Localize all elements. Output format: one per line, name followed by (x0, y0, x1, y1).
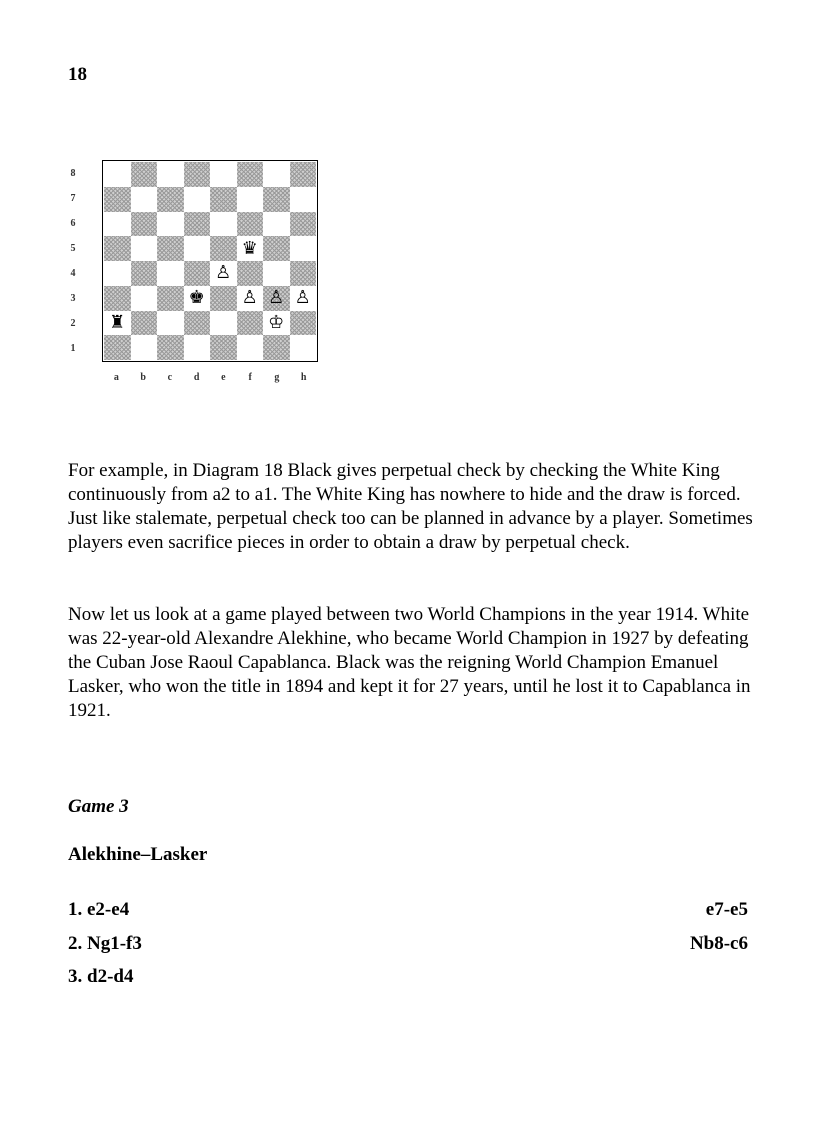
square-d6 (184, 212, 211, 237)
square-c7 (157, 187, 184, 212)
square-e7 (210, 187, 237, 212)
square-f3 (237, 286, 264, 311)
file-label: b (140, 372, 146, 383)
square-a4 (104, 261, 131, 286)
piece-h3: ♙ (294, 287, 311, 309)
square-d4 (184, 261, 211, 286)
rank-label: 3 (70, 293, 76, 304)
rank-label: 7 (70, 193, 76, 204)
square-c4 (157, 261, 184, 286)
square-f7 (237, 187, 264, 212)
square-h6 (290, 212, 317, 237)
square-b1 (131, 335, 158, 360)
piece-g3: ♙ (268, 287, 285, 309)
square-d8 (184, 162, 211, 187)
square-f4 (237, 261, 264, 286)
square-b5 (131, 236, 158, 261)
file-label: e (221, 372, 226, 383)
rank-labels (68, 161, 78, 361)
square-c2 (157, 311, 184, 336)
square-a3 (104, 286, 131, 311)
file-label: c (167, 372, 173, 383)
black-move: Nb8-c6 (689, 933, 748, 954)
square-g8 (263, 162, 290, 187)
square-h3 (290, 286, 317, 311)
rank-label: 1 (70, 343, 76, 354)
square-a5 (104, 236, 131, 261)
square-h2 (290, 311, 317, 336)
square-d3 (184, 286, 211, 311)
square-e1 (210, 335, 237, 360)
square-b8 (131, 162, 158, 187)
square-g5 (263, 236, 290, 261)
chess-diagram (68, 160, 328, 392)
square-b6 (131, 212, 158, 237)
square-d7 (184, 187, 211, 212)
square-f6 (237, 212, 264, 237)
square-h8 (290, 162, 317, 187)
file-label: d (193, 372, 200, 383)
square-e5 (210, 236, 237, 261)
square-c5 (157, 236, 184, 261)
rank-label: 4 (70, 268, 76, 279)
square-c6 (157, 212, 184, 237)
file-labels (103, 372, 317, 383)
piece-d3: ♚ (188, 287, 205, 309)
file-label: f (248, 372, 252, 383)
square-b3 (131, 286, 158, 311)
page-number: 18 (68, 64, 87, 85)
square-g4 (263, 261, 290, 286)
move-row (68, 933, 748, 955)
square-d2 (184, 311, 211, 336)
square-c8 (157, 162, 184, 187)
piece-g2: ♔ (268, 311, 285, 333)
square-e2 (210, 311, 237, 336)
square-d5 (184, 236, 211, 261)
square-g7 (263, 187, 290, 212)
paragraph-perpetual-check: For example, in Diagram 18 Black gives perpetual check by checking the White King continuously from a2 to a1. The White King has nowhere to hide and the draw is forced. Just like stalemate, perpetual check too can be planned in advance by a player. Sometimes players even sacrifice pieces in order to obtain a draw by perpetual check. (68, 460, 753, 553)
square-f8 (237, 162, 264, 187)
rank-label: 8 (70, 168, 76, 179)
square-f5 (237, 236, 264, 261)
square-h1 (290, 335, 317, 360)
piece-f5: ♛ (241, 237, 258, 259)
square-b4 (131, 261, 158, 286)
square-e3 (210, 286, 237, 311)
square-g6 (263, 212, 290, 237)
square-e4 (210, 261, 237, 286)
white-move: 1. e2-e4 (68, 899, 130, 920)
white-move: 2. Ng1-f3 (68, 933, 142, 954)
square-a1 (104, 335, 131, 360)
rank-label: 6 (70, 218, 76, 229)
file-label: a (113, 372, 119, 383)
square-d1 (184, 335, 211, 360)
game-title: Game 3 (68, 796, 129, 817)
square-f1 (237, 335, 264, 360)
piece-e4: ♙ (215, 262, 232, 284)
move-row (68, 966, 748, 988)
square-a6 (104, 212, 131, 237)
white-move: 3. d2-d4 (68, 966, 134, 987)
square-h4 (290, 261, 317, 286)
chess-board (102, 160, 318, 362)
move-row (68, 899, 748, 921)
square-f2 (237, 311, 264, 336)
file-label: h (300, 372, 307, 383)
square-a2 (104, 311, 131, 336)
square-c3 (157, 286, 184, 311)
game-players: Alekhine–Lasker (68, 844, 208, 865)
file-label: g (274, 372, 280, 383)
square-g1 (263, 335, 290, 360)
square-b7 (131, 187, 158, 212)
piece-f3: ♙ (241, 287, 258, 309)
square-e8 (210, 162, 237, 187)
black-move: e7-e5 (705, 899, 748, 920)
paragraph-world-champions: Now let us look at a game played between two World Champions in the year 1914. White was 22-year-old Alexandre Alekhine, who became World Champion in 1927 by defeating the Cuban Jose Raoul Capablanca. Black was the reigning World Champion Emanuel Lasker, who won the title in 1894 and kept it for 27 years, until he lost it to Capablanca in 1921. (68, 604, 751, 721)
square-b2 (131, 311, 158, 336)
rank-label: 5 (70, 243, 76, 254)
square-h7 (290, 187, 317, 212)
square-h5 (290, 236, 317, 261)
square-a7 (104, 187, 131, 212)
square-e6 (210, 212, 237, 237)
piece-a2: ♜ (109, 311, 126, 333)
rank-label: 2 (70, 318, 76, 329)
square-g2 (263, 311, 290, 336)
square-c1 (157, 335, 184, 360)
square-a8 (104, 162, 131, 187)
square-g3 (263, 286, 290, 311)
